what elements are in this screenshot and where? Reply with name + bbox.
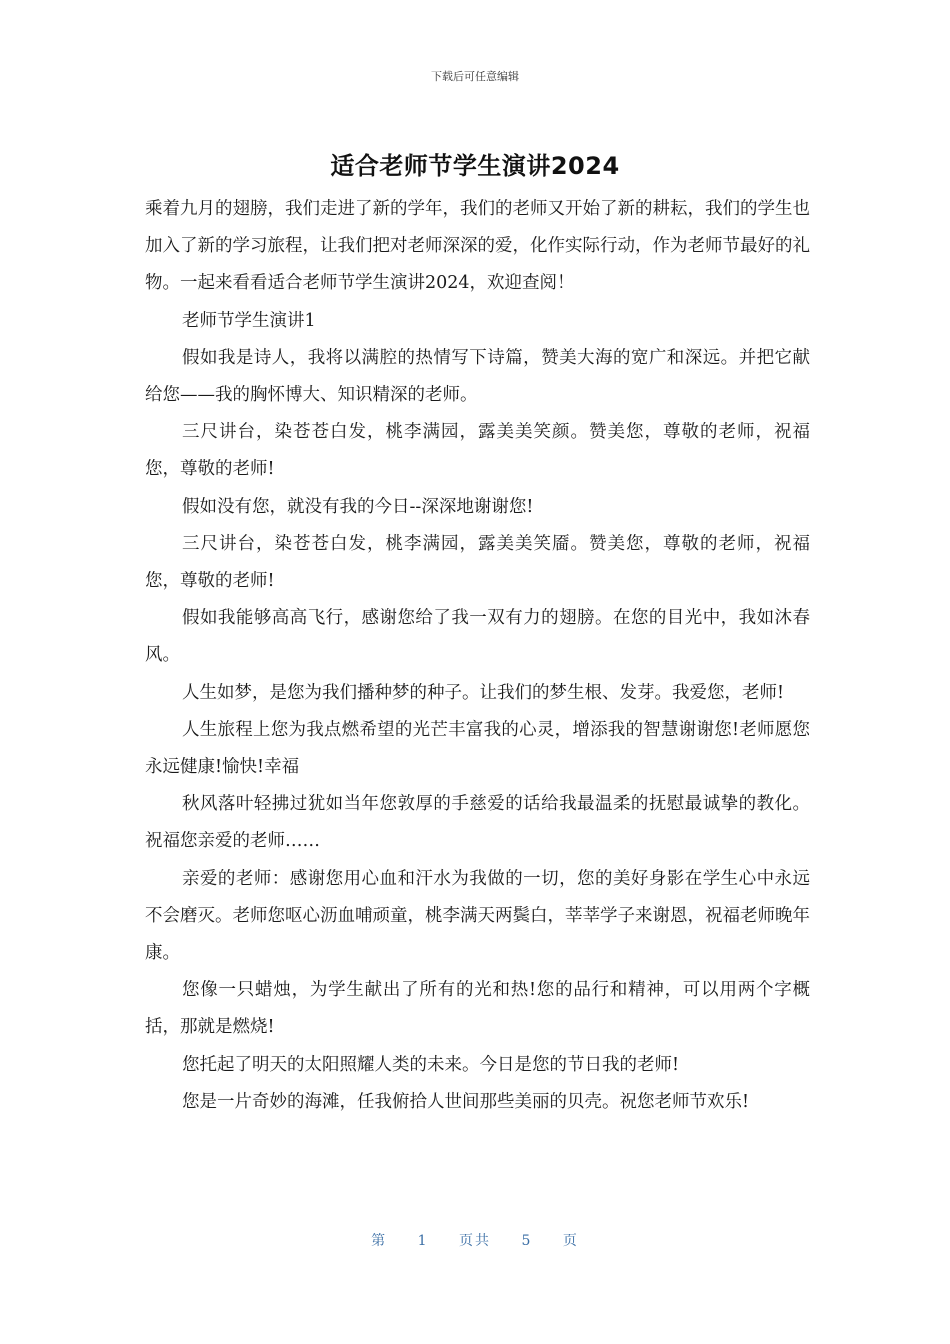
paragraph: 亲爱的老师：感谢您用心血和汗水为我做的一切，您的美好身影在学生心中永远不会磨灭。老师您呕心沥血哺顽童，桃李满天两鬓白，莘莘学子来谢恩，祝福老师晚年康。 [145,868,810,964]
paragraph: 人生旅程上您为我点燃希望的光芒丰富我的心灵，增添我的智慧谢谢您!老师愿您永远健康!愉快!幸福 [145,719,810,778]
paragraph: 假如没有您，就没有我的今日--深深地谢谢您! [182,496,534,517]
section-heading: 老师节学生演讲1 [182,310,316,331]
paragraph: 您像一只蜡烛，为学生献出了所有的光和热!您的品行和精神，可以用两个字概括，那就是燃烧! [145,980,810,1038]
paragraph: 人生如梦，是您为我们播种梦的种子。让我们的梦生根、发芽。我爱您，老师! [182,682,785,703]
paragraph: 假如我是诗人，我将以满腔的热情写下诗篇，赞美大海的宽广和深远。并把它献给您——我的胸怀博大、知识精深的老师。 [145,347,810,406]
header-note: 下载后可任意编辑 [431,70,519,83]
document-body [145,191,810,1121]
paragraph: 秋风落叶轻拂过犹如当年您敦厚的手慈爱的话给我最温柔的抚慰最诚挚的教化。祝福您亲爱的老师…… [145,794,810,852]
paragraph: 三尺讲台，染苍苍白发，桃李满园，露美美笑靥。赞美您，尊敬的老师，祝福您，尊敬的老师! [145,533,810,592]
paragraph: 乘着九月的翅膀，我们走进了新的学年，我们的老师又开始了新的耕耘，我们的学生也加入了新的学习旅程，让我们把对老师深深的爱，化作实际行动，作为老师节最好的礼物。一起来看看适合老师节学生演讲2024，欢迎查阅！ [145,199,810,294]
paragraph: 您托起了明天的太阳照耀人类的未来。今日是您的节日我的老师! [182,1054,680,1075]
paragraph: 假如我能够高高飞行，感谢您给了我一双有力的翅膀。在您的目光中，我如沐春风。 [145,608,810,666]
footer-suffix: 页 [562,1233,579,1249]
document-title: 适合老师节学生演讲2024 [330,152,620,180]
footer-middle: 页共 [459,1233,491,1249]
footer-prefix: 第 [371,1233,388,1249]
paragraph: 三尺讲台，染苍苍白发，桃李满园，露美美笑颜。赞美您，尊敬的老师，祝福您，尊敬的老师! [145,422,810,480]
current-page-number: 1 [417,1233,429,1249]
total-page-count: 5 [521,1233,533,1249]
page-number-footer [0,1230,950,1250]
paragraph: 您是一片奇妙的海滩，任我俯拾人世间那些美丽的贝壳。祝您老师节欢乐! [182,1091,750,1112]
